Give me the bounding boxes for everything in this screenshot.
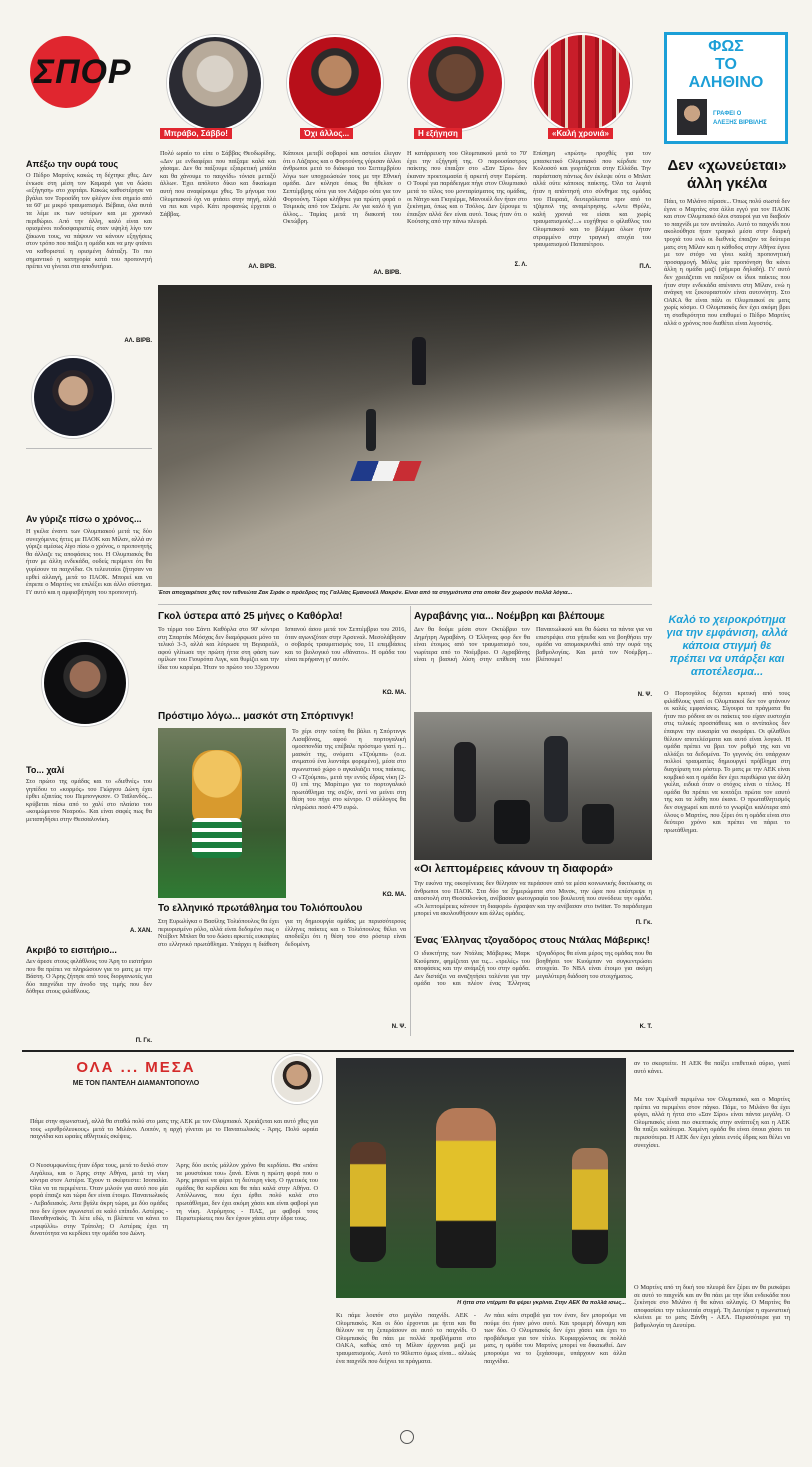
middle-b1-sig: ΚΩ. ΜΑ. <box>382 690 406 696</box>
bottom-banner-title: ΟΛΑ ... ΜΕΣΑ <box>76 1059 196 1076</box>
left-article-2-title: Αν γύριζε πίσω ο χρόνος... <box>26 514 142 524</box>
right-title-1: Δεν «χωνεύεται» <box>667 157 787 174</box>
bottom-col-5: Με τον Χιμένεθ περιμένω τον Ολυμπιακό, και ο Μαρτίνς πρέπει να περιμένει στον πάγκο. Πάμε, το Μιλάνο θα έχει φύγει, αλλά η ήττα στο «Σαν Σίρο» είναι πάντα μεγάλη. Ο Ολυμπιακός είναι πιο σκεπτικός στην ανάπτυξη και η ΑΕΚ θα παίξει καλύτερα. Χαμένη ομάδα θα είναι όποια χάσει τα περισσότερα. Η ΑΕΚ δεν έχει χάσει εντός έδρας και θέλει να συνεχίσει. <box>634 1096 790 1149</box>
top-text-1: Πολύ ωραίο το είπε ο Σάββας Θεοδωρίδης. «Δεν με ενδιαφέρει που παίξαμε καλά και χάσαμε. Δεν θα παίξουμε εξαιρετική μπάλα και θα χάνουμε το παιχνίδι» τόνισε μεταξύ άλλων. Έχει απόλυτο δίκιο και δικαίωμα αυτή που αναφέρουμε χθες. Το μήνυμα του Ολυμπιακού όχι να φτάσει στην πηγή, αλλά να πει και νερό. Κάτι προφανώς έρχεται ο Σάββας. <box>160 150 276 218</box>
portrait-martins <box>32 356 114 438</box>
bottom-col-5-top: αν το σκεφτείτε. Η ΑΕΚ θα παίξει επιθετικά αύριο, γιατί αυτό κάνει. <box>634 1060 790 1075</box>
page-crosshair-icon <box>400 1430 414 1444</box>
photo-basketball-team <box>532 33 632 133</box>
left-article-4-sig: Π. Γκ. <box>135 1038 152 1044</box>
top-text-2: Κάποιοι μετεβί σοβαροί και αστείοι έλεγαν ότι ο Λάζαρος και ο Φορτούνης γύρισαν άλλοι άνθρωποι μετά το διάκομα του Σεπτεμβρίου λόγω των υποχρεώσεών τους με την Εθνική ομάδα. Δεν κύλησε όπως θα ήθελαν ο Σεπτέμβρης ούτε για τον Λάζαρο ούτε για τον Φορτούνη. Τώρα κλήθηκε για πρώτη φορά ο Τσιμικάς από τον Σκίμπε. Αν για καλό ή για άλλος... Ταμίας μετά τη διακοπή του Οκτώβρη. <box>283 150 401 226</box>
photo-shadow <box>158 285 652 435</box>
bottom-photo-caption: Η ήττα στο ντέρμπι θα φέρει γκρίνια. Στην ΑΕΚ θα πολλά ισως... <box>457 1300 626 1306</box>
bubble-label-3: Η εξήγηση <box>414 128 462 139</box>
left-article-3-body: Στο πρώτο της ομάδας και το «διεθνές» του γηπέδου το «κορμός» του Γιώργου Δώνη έχει έρθει εξαιτίας του Πεμπονγκσον. Ο Ταϊλανδός... κρύβεται πίσω από το χαλί στο πλαίσιο του «κοιμώμενου Νεαρού». Και είναι σαφές πως θα μεταπηδήσει στην Θεσσαλονίκη. <box>26 778 152 823</box>
player-aek <box>436 1108 496 1268</box>
left-article-3-sig: Α. ΧΑΝ. <box>129 928 152 934</box>
player-aek-3 <box>572 1148 608 1264</box>
player-aek-2 <box>350 1142 386 1262</box>
photo-aek-players <box>336 1058 626 1298</box>
person-2 <box>544 736 568 822</box>
left-article-1-sig: ΑΛ. ΒΙΡΒ. <box>124 338 152 344</box>
column-title-1: ΦΩΣ <box>708 38 744 55</box>
section-title: ΣΠΟΡ <box>34 53 132 91</box>
middle-b1-body: Το τέρμα του Σάντι Καθόρλα στο 90' κόντρα στη Σπαρτάκ Μόσχας δεν διαμόρφωσε μόνο τα τελικό 3-3, αλλά και λύτρωσε τη Βιγιαρεάλ, αφού γλίτωσε την πρώτη ήττα στη φάση των ομίλων του Γιουρόπα Λιγκ, και θυμίζει και την ίδια του καριέρα. Ήταν το πρώτο του 33χρονου Ισπανού άσου μετά τον Σεπτέμβριο του 2016, όταν αγωνιζόταν στην Άρσεναλ. Μεσολάβησαν ο σοβαρός τραυματισμός του, 11 επεμβάσεις και το βιολογικό του «θάνατο». Η ομάδα του είναι περήφανη γι' αυτόν. <box>158 626 406 671</box>
portrait-gattuso <box>42 640 128 726</box>
middle-b3-sig: Ν. Ψ. <box>391 1024 406 1030</box>
left-article-1-title: Απέξω την ουρά τους <box>26 159 119 169</box>
middle-c3-body: Ο ιδιοκτήτης των Ντάλας Μάβερικς Μαρκ Κιούμπαν, φημίζεται για τις... «τρελές» του αποφάσεις και την ανάμιξή του στην ομάδα. Δεν διστάζει να αναζητήσει ταλέντα για την ομάδα του και πλέον ένας Έλληνας τζογαδόρος θα είναι μέρος της ομάδας που θα βοηθήσει τον Κιούμπαν να συγκεντρώσει στοιχεία. Το ΝΒΑ είναι έτοιμο για ακόμη μεγαλύτερη διάδοση του στοιχήματος. <box>414 950 652 988</box>
photo-mascot <box>158 728 286 898</box>
middle-c2-title: «Οι λεπτομέρειες κάνουν τη διαφορά» <box>414 863 614 875</box>
coffin-flag <box>350 461 421 481</box>
middle-b2-sig: ΚΩ. ΜΑ. <box>382 892 406 898</box>
bottom-col-5b: Ο Μαρτίνς από τη δική του πλευρά δεν ξέρει αν θα ρισκάρει σε αυτό το παιχνίδι και αν θα πάει με την ίδια ενδεκάδα που ξεκίνησε στο Μιλάνο ή θα κάνει αλλαγές. Ο Μαρτίνς θα αποφασίσει την τελευταία στιγμή. Τη Δευτέρα η αγωνιστική κλείνει με το ματς Ξάνθη - ΑΕΛ. Περισσότερα για τη βαθμολογία τη Δευτέρα. <box>634 1284 790 1329</box>
middle-b2-body: Το χέρι στην τσέπη θα βάλει η Σπόρτινγκ Λισαβόνας, αφού η πορτογαλική ομοσπονδία της επέβαλε πρόστιμο γιατί η... μασκότ της, ονόματι «Τζούμπα» (ο.α. ανιματού ένα λιοντάρι φορεμένο), μέσα στο αγωνιστικό χώρο ο αγκαλιάζει τους παίκτες. Ο «Τζούμπα», μετά την εντός έδρας νίκη (2-0) επί της Μαρίτιμο για το πορτογαλικό πρωτάθλημα της σεζόν, αντί να μείνει στη θέση του πήγε στο κέντρο. Ο σύλλογος θα πληρώσει ποσό 479 ευρώ. <box>292 728 406 811</box>
middle-b3-body: Στη Ευρωλίγκα ο Βασίλης Τολιόπουλος θα έχει περιορισμένο ρόλο, αλλά είναι δεδομένο πως ο Ντέβιντ Μπλατ θα του δώσει αρκετές ευκαιρίες στο ελληνικό πρωτάθλημα. Υπάρχει η διάθεση για τη δημιουργία ομάδας με περισσότερους έλληνες παίκτες και ο Τολιόπουλος θέλει να αποδείξει ότι η θέση του στο ρόστερ είναι δεδομένη. <box>158 918 406 948</box>
left-article-2-body: Η γκέλα έναντι των Ολυμπιακού μετά τις δύο συνεχόμενες ήττες με ΠΑΟΚ και Μίλαν, αλλά αν γύριζε αμέσως λίγο πίσω ο χρόνος, ο προπονητής θα άλλαζε τις αποφάσεις του. Η Ολυμπιακός θα ήταν με άλλη ενδεκάδα, ουδείς περίμενε ότι θα γυρίσουν τα παιχνίδια. Οι τελευταίοι ζήτησαν να ερθεί αλλαγή, μετά το ΠΑΟΚ. Μπορεί και να έπρεπε ο Μαρτίνς να επιλέξει και άλλο σύστημα. Γι' αυτό και η αμφισβήτηση του προπονητή. <box>26 528 152 596</box>
figure-guard <box>366 409 376 451</box>
author-tag: ΓΡΑΦΕΙ Ο <box>713 111 742 117</box>
bottom-col-4: Αν πάει κάτι στραβά για τον έναν, δεν μπορούμε να πούμε ότι ήταν μόνο αυτό. Και τρομερή δύναμη και των δύο. Ο Ολυμπιακός δεν έχει χάσει και έχει το προβάδισμα για τον τίτλο. Κυριαρχώντας σε πολλά ματς, η ομάδα του Μαρτίνς μπορεί να δικαιωθεί. Δεν μπορούμε να το ξεχάσουμε, υπάρχουν και άλλα παιχνίδια. <box>484 1312 626 1365</box>
top-text-3-sig: Σ. Λ. <box>514 262 527 268</box>
suitcase-2 <box>582 804 614 844</box>
author-photo <box>677 99 707 135</box>
author-name: ΑΛΕΞΗΣ ΒΙΡΒΙΛΗΣ <box>713 120 767 126</box>
portrait-diamantopoulos <box>272 1054 322 1104</box>
middle-b3-title: Το ελληνικό πρωτάθλημα του Τολιόπουλου <box>158 903 363 914</box>
top-text-4: Επίσημη «πρώτη» προχθές για τον μπασκετικό Ολυμπιακό που κέρδισε τον Κολοσσό και γιορτάζεται στην Ελλάδα. Την παράσταση πάντως δεν έκλεψε ούτε ο Μπλατ αλλά ούτε κάποιος παίκτης. Όλα τα λεφτά ήταν η απάντησή στο σύνθημα της ομάδας του Πειραιά, δευτερόλεπτα πριν από το τζάμπολ της αναμέτρησης. «Αντε Θρύλε, καλή χρονιά να είσαι και χωρίς τραυματισμούς!...» ευχήθηκε ο φίλαθλος του Ολυμπιακού και το βλέμμα όλων ήταν στραμμένο στην τραγική ατυχία του τραυματισμού Παπαπέτρου. <box>533 150 651 249</box>
bottom-intro: Πάμε στην αγωνιστική, αλλά θα σταθώ πολύ στο ματς της ΑΕΚ με τον Ολυμπιακό. Χρειάζεται και αυτό χθες για τους «ερυθρόλευκους» μετά το Μιλάνο. Λοιπόν, η αρχή γίνεται με το Παναιτωλικός - Άρης. Πολύ ωραία παιχνίδια και ωραίες αθλητικές σκέψεις. <box>30 1118 318 1141</box>
mascot-shirt <box>192 818 242 858</box>
right-quote: Καλό το χειροκρότημα για την εμφάνιση, αλλά κάποια στιγμή θε πρέπει να υπάρξει και αποτέλεσμα... <box>666 614 788 678</box>
bottom-banner-subtitle: ΜΕ ΤΟΝ ΠΑΝΤΕΛΗ ΔΙΑΜΑΝΤΟΠΟΥΛΟ <box>72 1080 200 1087</box>
figure-president <box>412 337 426 385</box>
middle-c1-body: Δεν θα δούμε μέσα στον Οκτώβριο τον Δημήτρη Αγραβάνη. Ο Έλληνας φορ δεν θα είναι έτοιμος από τον τραυματισμό του, νωρίτερα από το Νοέμβριο. Ο Αγραβάνης είναι η βασική λύση στην επίθεση του Παναιτωλικού και θα δώσει τα πάντα για να επιστρέψει στα γήπεδα και να βοηθήσει την ομάδα να απομακρυνθεί από την ουρά της βαθμολογίας. Και μετά τον Νοέμβρη... βλέπουμε! <box>414 626 652 664</box>
middle-c2-body: Την εικόνα της οικογένειας δεν θέλησαν να περάσουν από τα μέσα κοινωνικής δικτύωσης οι άνθρωποι του ΠΑΟΚ. Στα δύο τα ξημερώματα στο Μινσκ, την ώρα που επέστρεψε η αποστολή στη Θεσσαλονίκη, ανέβασαν φωτογραφία του βουλευτή που συνόδευε την ομάδα. «Οι λεπτομέρειες κάνουν τη διαφορά» έγραψαν και την ανέβασαν στο twitter. Το παράδειγμα μπορεί να ακολουθήσουν και άλλες ομάδες. <box>414 880 652 918</box>
right-title-2: άλλη γκέλα <box>686 175 768 192</box>
mid-vertical-divider <box>410 606 411 1036</box>
bottom-col-2: Άρης δύο εκτός μάλλον χρόνο θα κερδίσει. Θα «πάνε τα μουστάκια του» ξανά. Είναι η πρώτη φορά που ο Άρης μπορεί να φέρει τη δεύτερη νίκη. Ο ηγετικός του ομάδας θα κερδίσει και θα πάει καλά στην Αθήνα. Ο Απόλλωνας, που έχει έρθει πολύ καλά στο πρωτάθλημα, δεν έχει ακόμη χάσει και είναι φαβορί για τη νίκη. Ατρόμητος - ΠΑΣ, με φαβορί τους Περιστερίωτες που δεν έχουν χάσει στην έδρα τους. <box>176 1162 318 1223</box>
left-article-1-body: Ο Πέδρο Μαρτίνς κακώς τη δέχτηκε χθες. Δεν ένιωσε στη μέση τον Καμαρά για να δώσει «εξήγηση» στο χορτάρι. Κακώς καθυστέρησε να βγάλει τον Τοροσίδη τον φλέγον ένα σημείο από τα 60' με μικρό τραυματισμό. Βέβαια, όλα αυτά τα λέμε εκ των υστέρων και με χρονικό περιθώριο. Από την άλλη, καλό είναι και ορισμένοι ποδοσφαιριστές σταν υψηλή λίγο τον ζάκωνα τους, να πάψουν να κάνουν εξηγήσεις στον τρόπο που παίζει η ομάδα και να μην φτάνει να καθοριστεί η ορισμένη διάταξη. Το πιο σημαντικό η κατηγορία κατά του προπονητή πρέπει να γίνεται στα αποδυτήρια. <box>26 172 152 271</box>
photo-paok-luggage <box>414 712 652 860</box>
section-logo <box>30 36 150 136</box>
middle-c3-sig: Κ. Τ. <box>639 1024 652 1030</box>
bottom-col-1: Ο Νεοσυμφωνίτες ήταν έδρα τους, μετά το διπλό στον Αιγάλεω, και ο Άρης στην Αθήνα, μετά τη νίκη κόντρα στον Αστέρα. Έχουν τι σκέφτεστε: Ισοπαλία. Όλα να τα περιμένετε. Όταν μιλούν για αυτό που μία φορά έπαιζε και τώρα δεν είναι έτοιμο. Παναιτωλικός - Λεβαδειακός. Αντε βγάλε άκρη τώρα, με δύο ομάδες που δεν έχουν αγωνιστεί σε καλό επίπεδο. Αστέρας - Παναθηναϊκός. Τι λέτε εδώ, τι βλέπετε να κάνει το «τριφύλλι» στην Τρίπολη; Ο Αστέρας έχει τη δυνατότητα να κερδίσει την ομάδα του Δώνη. <box>30 1162 168 1238</box>
portrait-theodoridis <box>167 35 263 131</box>
portrait-toure <box>408 35 504 131</box>
left-divider-1 <box>26 448 152 449</box>
column-title-3: ΑΛΗΘΙΝΟ <box>688 74 764 91</box>
main-photo-caption: Έτσι αποχαιρέτισε χθες τον τεθνεώτα Ζακ Σιράκ ο πρόεδρος της Γαλλίας Εμανουέλ Μακρόν. Είναι από τα στιγμιότυπα στα οποία δεν χωρούν πολλά λόγια... <box>158 590 573 596</box>
portrait-player-2 <box>287 35 383 131</box>
column-header <box>664 32 788 144</box>
mid-divider-top <box>158 604 652 605</box>
bubble-label-1: Μπράβο, Σάββο! <box>160 128 232 139</box>
left-article-4-body: Δεν άρεσε στους φιλάθλους του Άρη το εισιτήριο που θα πρέπει να πληρώσουν για το ματς με την Βάστη. Ο Άρης ζήτησε από τους διοργανωτές για δύο παιχνίδια την άνοδο της τιμής που δεν δόθηκε στους φιλάθλους. <box>26 958 152 996</box>
top-text-2-sig: ΑΛ. ΒΙΡΒ. <box>373 270 401 276</box>
top-text-3: Η κατάρρευση του Ολυμπιακού μετά το 70' έχει την εξήγησή της. Ο παρουσίαστρος παίκτης που έπαιξαν στο «Σαν Σίρο» δεν έκαναν προετοιμασία ή αρκετή στην Ευρώπη. Ο Τουρέ για παράδειγμα πήγε στον Ολυμπιακό μετά το τέλος του μονταρίσματος της ομάδας, οι Νάτχο και Γκιγιέρμε, Μανουέλ δεν ήταν στο ξεκίνημα, όπως και ο Τσόλος. Δεν ξέρουμε τι έπαιξαν αλλά δεν είναι αυτό. Ίσως ήταν ότι ο Κούτσης από την πάνω πλευρά. <box>407 150 527 226</box>
right-body-2: Ο Πορτογάλος δέχεται κριτική από τους φιλάθλους γιατί οι Ολυμπιακοί δεν τον φτάνουν οι καλές εμφανίσεις. Σίγουρα τα πράγματα θα ήταν πιο ρόδινα αν οι παίκτες του είχαν ευστοχία στις τελικές προσπάθειες και ο αντίπαλος δεν έπαιρνε την ευκαιρία να σκοράρει. Οι φίλαθλοι θέλουν αποτελέσματα και αυτό είναι λογικό. Η ομάδα πρέπει να βρει τον ρυθμό της και να αλλάξει τα δεδομένα. Το γεγονός ότι υπάρχουν πολλοί τραυματίες δημιουργεί πρόβλημα στη διαχείριση του ρόστερ. Το ματς με την ΑΕΚ είναι κομβικό και η ομάδα δεν έχει περιθώρια για άλλη γκέλα, ειδικά όταν ο στόχος είναι ο τίτλος. Η ομάδα θα πρέπει να κοιτάξει πρώτα τον εαυτό της και τα λάθη που έκανε. Ο πρωταθλητισμός δεν συγχωρεί και αυτό το γνωρίζει καλύτερα από όλους ο Μαρτίνς, που ξέρει ότι η ομάδα είναι στο δεύτερο χρόνο και πρέπει να πάρει το πρωτάθλημα. <box>664 690 790 834</box>
left-article-3-title: Το... χαλί <box>26 765 65 775</box>
main-photo-macron <box>158 285 652 587</box>
column-title-2: ΤΟ <box>715 56 737 73</box>
left-article-4-title: Ακριβό το εισιτήριο... <box>26 945 117 955</box>
top-text-1-sig: ΑΛ. ΒΙΡΒ. <box>248 264 276 270</box>
middle-b1-title: Γκολ ύστερα από 25 μήνες ο Καθόρλα! <box>158 611 343 622</box>
person-1 <box>454 742 476 822</box>
bubble-label-4: «Καλή χρονιά» <box>548 128 613 139</box>
middle-c3-title: Ένας Έλληνας τζογαδόρος στους Ντάλας Μάβερικς! <box>414 935 650 946</box>
bubble-label-2: Όχι άλλος... <box>300 128 353 139</box>
bottom-col-3: Κι πάμε λοιπόν στο μεγάλο παιχνίδι. ΑΕΚ - Ολυμπιακός. Και οι δύο έρχονται με ήττα και θα θέλουν να τη ξεπεράσουν σε αυτό το παιχνίδι. Ο Ολυμπιακός θα πάει με πολλά προβλήματα στο ΟΑΚΑ, καθώς από τη Μίλαν έρχονται μαζί με τραυματισμούς. Αυτό το 90λεπτο όμως είναι... αλλιώς ένα παιχνίδι που δείχνει τα πράγματα. <box>336 1312 476 1365</box>
suitcase <box>494 800 530 844</box>
top-text-4-sig: Π.Λ. <box>639 264 651 270</box>
middle-c1-sig: Ν. Ψ. <box>637 692 652 698</box>
middle-c2-sig: Π. Γκ. <box>635 920 652 926</box>
middle-c1-title: Αγραβάνης για... Νοέμβρη και βλέπουμε <box>414 611 605 622</box>
right-body-1: Πάει, το Μιλάνο πέρασε... Όπως πολύ σωστά δεν έγινε ο Μαρτίνς στα άλλα εγγύ για τον ΠΑΟΚ και στον Ολυμπιακό όλοι σταυροί για να διαβούν το παιχνίδι με τον αντίπαλο. Αυτό το παιχνίδι που ακολούθησε ήταν τραγικό μέσα στην διαρκή τροχιά του ενώ οι διεθνείς έπαιζαν τα δεύτερα ματς στη Μίλαν και η κάθοδος στην Αθήνα έγινε με τον στόχο να γίνει καλή προπονητική προσαρμογή. Μόλις μία προπόνηση θα κάνει άλλη η ομάδα μαζί (σήμερα δηλαδή). Γι' αυτό δεν χρειάζεται να παίξουν οι ίδιοι παίκτες που ήταν στην ενδεκάδα απέναντι στη Μίλαν, ενώ η ανάγκη να ξεκουραστούν είναι αυτονόητη. Στο ΟΑΚΑ θα είναι πάλι οι Ολυμπιακοί σε ματς χωρίς κόσμο. Ο Ολυμπιακός δεν έχει ακόμη βρει τη σταθερότητα που επιθυμεί ο Πέδρο Μαρτίνς αλλά ο χρόνος που διαθέτει είναι λιγοστός. <box>664 198 790 327</box>
middle-b2-title: Πρόστιμο λόγω... μασκότ στη Σπόρτινγκ! <box>158 711 354 722</box>
